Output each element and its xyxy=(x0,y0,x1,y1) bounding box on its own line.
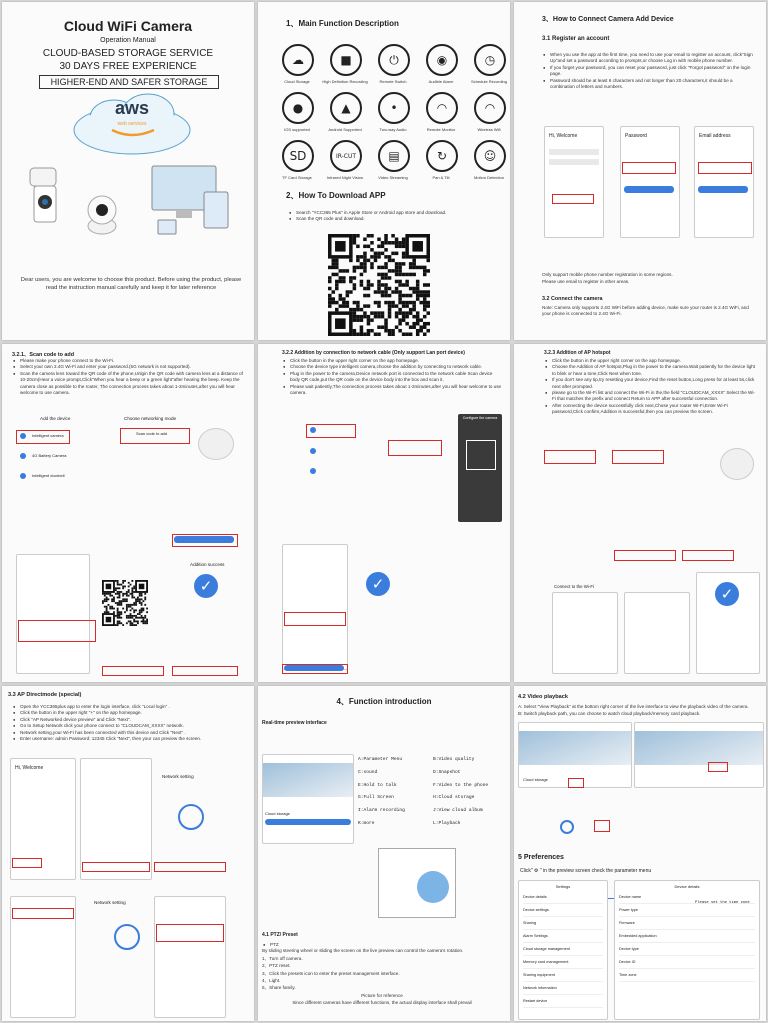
option-dot-3 xyxy=(20,473,26,479)
email-screen-mock xyxy=(694,126,754,238)
legend-entry: H:Cloud storage xyxy=(433,795,475,801)
ptz-list xyxy=(262,956,502,992)
success-label: Addition success xyxy=(190,562,225,567)
video-streaming-icon: ▤ xyxy=(378,140,410,172)
camera-illustration xyxy=(26,160,76,230)
login-field[interactable] xyxy=(549,149,599,155)
cable-step-3: ● Plug in the power to the camera,Device network port is connected to the network cable Scan device body QR code,put the QR code on the device body into the box and scan it. xyxy=(282,371,502,384)
success-check-icon-2: ✓ xyxy=(366,572,390,596)
register-step-3: ● Password should be at least 6 characters and not longer than 20 characters,it should be a combination of letters and numbers. xyxy=(542,78,754,91)
cover-welcome-text: Dear users, you are welcome to choose this product. Before using the product, please read the instruction manual carefully and keep it for later reference xyxy=(20,277,242,291)
legend-entry: K:more xyxy=(358,820,375,826)
cable-steps xyxy=(282,358,502,396)
footer-note: Since different cameras have different functions, the actual display interface shall prevail xyxy=(292,1000,472,1006)
wifi-entry-highlight xyxy=(284,612,346,626)
add-device-label: Add the device xyxy=(40,416,71,421)
ptz-control[interactable] xyxy=(378,848,456,918)
finish-button-highlight[interactable] xyxy=(172,666,238,676)
playback-b: B: Switch playback path, you can choose to watch cloud playback/memory card playback. xyxy=(518,711,701,717)
legend-row xyxy=(358,767,508,780)
legend-entry: C:sound xyxy=(358,769,378,775)
audible-alarm-icon: ◉ xyxy=(426,44,458,76)
next-button[interactable] xyxy=(698,186,748,193)
configure-label: Configure the camera xyxy=(462,416,498,420)
settings-row[interactable]: Sharing equipment xyxy=(523,969,603,982)
legend-row xyxy=(358,792,508,805)
settings-row[interactable]: Cloud storage management xyxy=(523,943,603,956)
ptz-list-item: 4、Light. xyxy=(262,978,281,984)
legend-entry: J:View cloud album xyxy=(433,808,483,814)
cover-line-3: HIGHER-END AND SAFER STORAGE xyxy=(39,75,219,89)
device-thumb xyxy=(720,448,754,480)
timezone-hint: Please set the time zone xyxy=(695,901,750,905)
function-label: Audible Alarm xyxy=(428,79,454,84)
settings-row[interactable]: Time zone xyxy=(619,969,755,982)
cable-step-4: ● Please wait patiently,The connection process takes about 1-2minutes,after you will hear welcome to use camera. xyxy=(282,384,502,397)
scan-frame xyxy=(466,440,496,470)
connect-title: 3、How to Connect Camera Add Device xyxy=(542,16,674,23)
scan-steps xyxy=(12,358,246,396)
manual-page-ap-direct xyxy=(2,686,254,1021)
credentials-highlight[interactable] xyxy=(156,924,224,942)
add-screen-mock xyxy=(282,544,348,670)
manual-page-cover xyxy=(2,2,254,340)
password-label: Password xyxy=(625,133,647,139)
register-steps xyxy=(542,52,754,90)
network-cable-option[interactable] xyxy=(388,440,442,456)
legend-row xyxy=(358,780,508,793)
legend-entry: B:Video quality xyxy=(433,757,475,762)
settings-row[interactable]: Sharing xyxy=(523,917,603,930)
playback-title: 4.2 Video playback xyxy=(518,694,568,700)
download-title: 2、How To Download APP xyxy=(286,191,386,200)
ios-icon: ● xyxy=(282,92,314,124)
camera-round-icon xyxy=(178,804,204,830)
live-video-area xyxy=(263,763,353,797)
sd-card-icon: SD xyxy=(282,140,314,172)
ptz-list-item: 5、Share family. xyxy=(262,985,296,991)
credentials-mock xyxy=(154,896,226,1018)
connect-heading: 3.2 Connect the camera xyxy=(542,296,603,302)
connect-wifi-label: Connect to the Wi-Fi xyxy=(554,584,595,589)
playback-a: A: Select "View Playback" at the bottom right corner of the live interface to view the playback video of the camera. xyxy=(518,704,749,709)
settings-row[interactable]: Power type xyxy=(619,904,755,917)
legend-entry: I:Alarm recording xyxy=(358,808,405,814)
playback-text xyxy=(518,704,758,719)
ptz-description: By sliding steering wheel or sliding the screen on the live preview can control the camera's rotation. xyxy=(262,948,464,954)
ap-step-4: ● please go to the Wi-Fi list and connect the Wi-Fi in the,the field "CLOUDCAM_XXXX" Select the Wi-Fi that matches the prefix and connect Return to APP after successful connection. xyxy=(544,390,756,403)
settings-row[interactable]: Embedded application xyxy=(619,930,755,943)
wifi-field-highlight xyxy=(18,620,96,642)
settings-row[interactable]: Memory card management xyxy=(523,956,603,969)
ap-step-3: ● If you don't see any tip,try resetting your device,Find the reset button,Long press for at least 5s,click next after prompted. xyxy=(544,377,756,390)
cloud-storage-icon: ☁ xyxy=(282,44,314,76)
manual-page-network-cable xyxy=(258,344,510,682)
ap-steps xyxy=(544,358,756,416)
live-preview-mock xyxy=(262,754,354,844)
function-label: Wireless Wifi xyxy=(477,127,501,132)
legend-entry: D:Snapshot xyxy=(433,769,461,775)
settings-row[interactable]: Network information xyxy=(523,982,603,995)
option-dot-a xyxy=(310,427,316,433)
ptz-list-item: 1、Turn off camera. xyxy=(262,955,303,961)
aws-logo: aws xyxy=(114,98,150,118)
register-step-2: ● If you forget your password, you can reset your password, just click "Forgot password" on the login page. xyxy=(542,65,754,78)
manual-page-playback xyxy=(514,686,766,1021)
apdirect-step-6: ● Enter username: admin Password: 12345 Click "Next", then your can preview the screen. xyxy=(12,736,244,742)
prefs-click: Click" xyxy=(520,868,533,874)
settings-highlight[interactable] xyxy=(594,820,610,832)
confirm-button[interactable] xyxy=(624,186,674,193)
scan-step-3: ● Scan the camera lens toward the QR code of the phone,Unlgin the QR code with camera lens at a distance of 10-20cm(Hear a voice prompt,Click"When you hear a beep or a green light"after hearing the beep. Keep the camera close as possible to the router, The connection process takes about 1-2minutes,after you will hear welcome to use camera. xyxy=(12,371,246,397)
ap-next-highlight[interactable] xyxy=(82,862,150,872)
picture-caption: Picture for reference xyxy=(361,992,403,998)
settings-row[interactable]: Device name xyxy=(619,891,755,904)
function-label: TF Card Storage xyxy=(282,175,312,180)
network-next-highlight[interactable] xyxy=(154,862,226,872)
cloud-storage-label: Cloud storage xyxy=(265,811,290,816)
gear-icon[interactable]: ⚙ xyxy=(534,868,539,874)
app-qr-code[interactable] xyxy=(328,234,436,336)
function-label: Pan & Tilt xyxy=(432,175,450,180)
path-switch-highlight[interactable] xyxy=(708,762,728,772)
remote-monitor-icon: ◠ xyxy=(426,92,458,124)
legend-row xyxy=(358,754,508,767)
apdirect-step-4: ● Go to Setup Network click your phone connect to "CLOUDCAM_XXXX" network. xyxy=(12,723,244,729)
legend-entry: L:Playback xyxy=(433,820,461,826)
camera-thumb xyxy=(198,428,234,460)
beep-button-highlight xyxy=(102,666,164,676)
android-icon: ▲ xyxy=(330,92,362,124)
success-check-icon: ✓ xyxy=(194,574,218,598)
download-step-1: ● Search "YCC365 Plus" in Apple Store or Android app store and download. xyxy=(288,210,488,216)
ptz-text xyxy=(262,942,502,1008)
ap-option-highlight[interactable] xyxy=(612,450,664,464)
login-greeting: Hi, Welcome xyxy=(549,133,578,139)
password-screen-mock xyxy=(620,126,680,238)
next-button-2[interactable] xyxy=(284,665,344,671)
download-step-2: ● Scan the QR code and download. xyxy=(288,216,488,222)
function-label: Cloud Storage xyxy=(284,79,310,84)
apdirect-steps xyxy=(12,704,244,742)
option-dot-2 xyxy=(20,453,26,459)
settings-label: Settings xyxy=(555,884,571,889)
legend-entry: E:Hold to talk xyxy=(358,782,397,788)
apdirect-title: 3.3 AP Directmode (special) xyxy=(8,692,82,698)
manual-page-functions xyxy=(258,2,510,340)
cable-step-1: ● Click the button in the upper right corner on the app homepage. xyxy=(282,358,502,364)
ptz-heading: 4.1 PTZ/ Preset xyxy=(262,932,298,938)
scan-qr-code xyxy=(102,580,148,626)
wifi-list-mock xyxy=(552,592,618,674)
download-steps xyxy=(288,210,488,223)
settings-rows xyxy=(519,889,607,1010)
function-icon-grid xyxy=(258,38,510,188)
option-4g-camera: 4G Battery Camera xyxy=(32,453,67,458)
function-label: Two-way Audio xyxy=(379,127,407,132)
legend-entry: A:Parameter Menu xyxy=(358,757,403,762)
function-legend xyxy=(358,754,508,831)
register-note-1: Only support mobile phone number registration in some regions. xyxy=(542,272,673,277)
legend-entry: F:Video to the phone xyxy=(433,782,489,788)
playback-video-2 xyxy=(635,731,763,765)
next-highlight-3[interactable] xyxy=(614,550,676,561)
ir-cut-icon: IR-CUT xyxy=(330,140,362,172)
success-check-icon-3: ✓ xyxy=(715,582,739,606)
settings-row[interactable]: Device settings xyxy=(523,904,603,917)
ap-camera-highlight[interactable] xyxy=(544,450,596,464)
cloud-storage-label-2: Cloud storage xyxy=(523,777,548,782)
signup-highlight xyxy=(552,194,594,204)
aws-sub: web services xyxy=(117,121,147,127)
settings-mock xyxy=(518,880,608,1020)
function-label: Infrared Night Vision xyxy=(326,175,364,180)
motion-detection-icon: ☺ xyxy=(474,140,506,172)
ptz-label: ● PTZ xyxy=(262,942,502,948)
wireless-wifi-icon: ◠ xyxy=(474,92,506,124)
apdirect-step-5: ● Network setting,your Wi-Fi has been connected with this device and Click "Next" . xyxy=(12,730,244,736)
scan-title: 3.2.1、Scan code to add xyxy=(12,352,75,358)
ap-step-1: ● Click the button in the upper right corner on the app homepage. xyxy=(544,358,756,364)
next-highlight-4[interactable] xyxy=(682,550,734,561)
settings-circle xyxy=(560,820,574,834)
wifi-screen-mock xyxy=(16,554,90,674)
ptz-wheel[interactable] xyxy=(417,871,449,903)
ap-step-2: ● Choose the Addition of AP hotspot,Plug in the power to the camera.Wait patiently for the device light to blink or hear a tone,Click Next when tone. xyxy=(544,364,756,377)
apdirect-step-3: ● Click "AP Networked device preview" and Click "Next". xyxy=(12,717,244,723)
router-wifi-mock xyxy=(624,592,690,674)
manual-page-function-intro xyxy=(258,686,510,1021)
scan-step-1: ● Please make your phone connect to the Wi-Fi. xyxy=(12,358,246,364)
login-field-2[interactable] xyxy=(549,159,599,165)
settings-row[interactable]: Device ID xyxy=(619,956,755,969)
playback-mock-2 xyxy=(634,722,764,788)
cloudcam-highlight[interactable] xyxy=(12,908,74,919)
ptz-list-item: 3、Click the presets icon to enter the preset management interface. xyxy=(262,970,400,976)
network-setting-label: Network setting xyxy=(162,774,194,779)
function-label: Video Streaming xyxy=(378,175,408,180)
function-label: IOS supported xyxy=(284,127,310,132)
hd-recording-icon: ■ xyxy=(330,44,362,76)
remote-switch-icon: ⏻ xyxy=(378,44,410,76)
cover-line-1: CLOUD-BASED STORAGE SERVICE xyxy=(42,48,214,59)
login-screen-mock xyxy=(544,126,604,238)
function-label: Schedule Recording xyxy=(470,79,508,84)
function-label: Android Supported xyxy=(328,127,362,132)
register-notes xyxy=(542,272,754,287)
cable-title: 3.2.2 Addition by connection to network cable (Only support Lan port device) xyxy=(282,350,465,356)
prefs-instruction xyxy=(520,868,651,874)
email-field-highlight xyxy=(698,162,752,174)
ap-step-5: ● After connecting the device successfully click next,Chose your router Wi-Fi,Enter Wi-Fi password,Click confirm,Addition is successful,then you can preview the screen. xyxy=(544,403,756,416)
apdirect-step-2: ● Click the button in the upper right "+" on the app homepage. xyxy=(12,710,244,716)
playback-video-1 xyxy=(519,731,631,765)
details-mock xyxy=(614,880,760,1020)
settings-row[interactable]: Restart device xyxy=(523,995,603,1008)
view-playback-highlight[interactable] xyxy=(568,778,584,788)
ptz-list-item: 2、PTZ reset. xyxy=(262,963,291,969)
legend-row xyxy=(358,805,508,818)
pan-tilt-icon: ↻ xyxy=(426,140,458,172)
apdirect-step-1: ● Open the YCC365plus app to enter the login interface, click "Local login" . xyxy=(12,704,244,710)
legend-entry: G:Full Screen xyxy=(358,795,394,801)
camera-round-icon-2 xyxy=(114,924,140,950)
next-highlight-1 xyxy=(172,534,238,547)
option-dot-c xyxy=(310,468,316,474)
ap-title: 3.2.3 Addition of AP hotspot xyxy=(544,350,611,356)
dome-camera-illustration xyxy=(82,190,122,236)
function-label: Motion Detection xyxy=(473,175,504,180)
cable-step-2: ● Choose the device type intelligent camera,choose the addition by connecting to network cable. xyxy=(282,364,502,370)
function-label: High Definition Recording xyxy=(322,79,368,84)
connect-note: Note: Camera only supports 2.4G WiFi before adding device, make sure your router is 2.4G WiFi, and your phone is connected to 2.4G Wi-Fi. xyxy=(542,305,749,317)
cover-line-2: 30 DAYS FREE EXPERIENCE xyxy=(59,61,197,72)
cover-title: Cloud WiFi Camera xyxy=(63,18,193,34)
function-label: Remote Monitor xyxy=(426,127,456,132)
settings-row[interactable]: Device details xyxy=(523,891,603,904)
prefs-click-2: " in the preview screen check the parameter menu xyxy=(539,868,652,874)
email-label: Email address xyxy=(699,133,731,139)
register-note-2: Please use email to register in other areas. xyxy=(542,279,630,285)
legend-row xyxy=(358,818,508,831)
option-intelligent-camera: Intelligent camera xyxy=(32,433,64,438)
function-label: Remote Switch xyxy=(379,79,407,84)
functions-title: 1、Main Function Description xyxy=(286,19,399,28)
local-login-highlight[interactable] xyxy=(12,858,42,868)
settings-row[interactable]: Device type xyxy=(619,943,755,956)
scan-code-label: Scan code to add xyxy=(136,431,168,436)
schedule-recording-icon: ◷ xyxy=(474,44,506,76)
email-highlight xyxy=(622,162,676,174)
choose-mode-label: Choose networking mode xyxy=(124,416,177,421)
manual-page-scan-code xyxy=(2,344,254,682)
intro-title: 4、Function introduction xyxy=(336,697,432,706)
cloud-storage-bar[interactable] xyxy=(265,819,351,825)
register-step-1: ● When you use the app at the first time, you need to use your email to register an account, click"Sign Up"and set a password according to prompts,or choose Log in with mobile phone number. xyxy=(542,52,754,65)
option-doorbell: Intelligent doorbell xyxy=(32,473,65,478)
two-way-audio-icon: • xyxy=(378,92,410,124)
manual-page-ap-hotspot xyxy=(514,344,766,682)
option-dot-1 xyxy=(20,433,26,439)
settings-row[interactable]: Firmware xyxy=(619,917,755,930)
scan-step-2: ● Select your own 2.4G Wi-Fi and enter your password.(5G network is not supported). xyxy=(12,364,246,370)
intro-subtitle: Real-time preview interface xyxy=(262,720,327,726)
welcome-label: Hi, Welcome xyxy=(15,765,44,771)
option-dot-b xyxy=(310,448,316,454)
details-label: Device details xyxy=(674,884,700,889)
manual-page-register xyxy=(514,2,766,340)
prefs-title: 5 Preferences xyxy=(518,854,564,861)
network-setting-label-2: Network setting xyxy=(94,900,126,905)
register-heading: 3.1 Register an account xyxy=(542,36,610,42)
cover-subtitle: Operation Manual xyxy=(100,37,156,44)
settings-row[interactable]: Alarm Settings xyxy=(523,930,603,943)
monitor-illustration xyxy=(150,162,234,236)
